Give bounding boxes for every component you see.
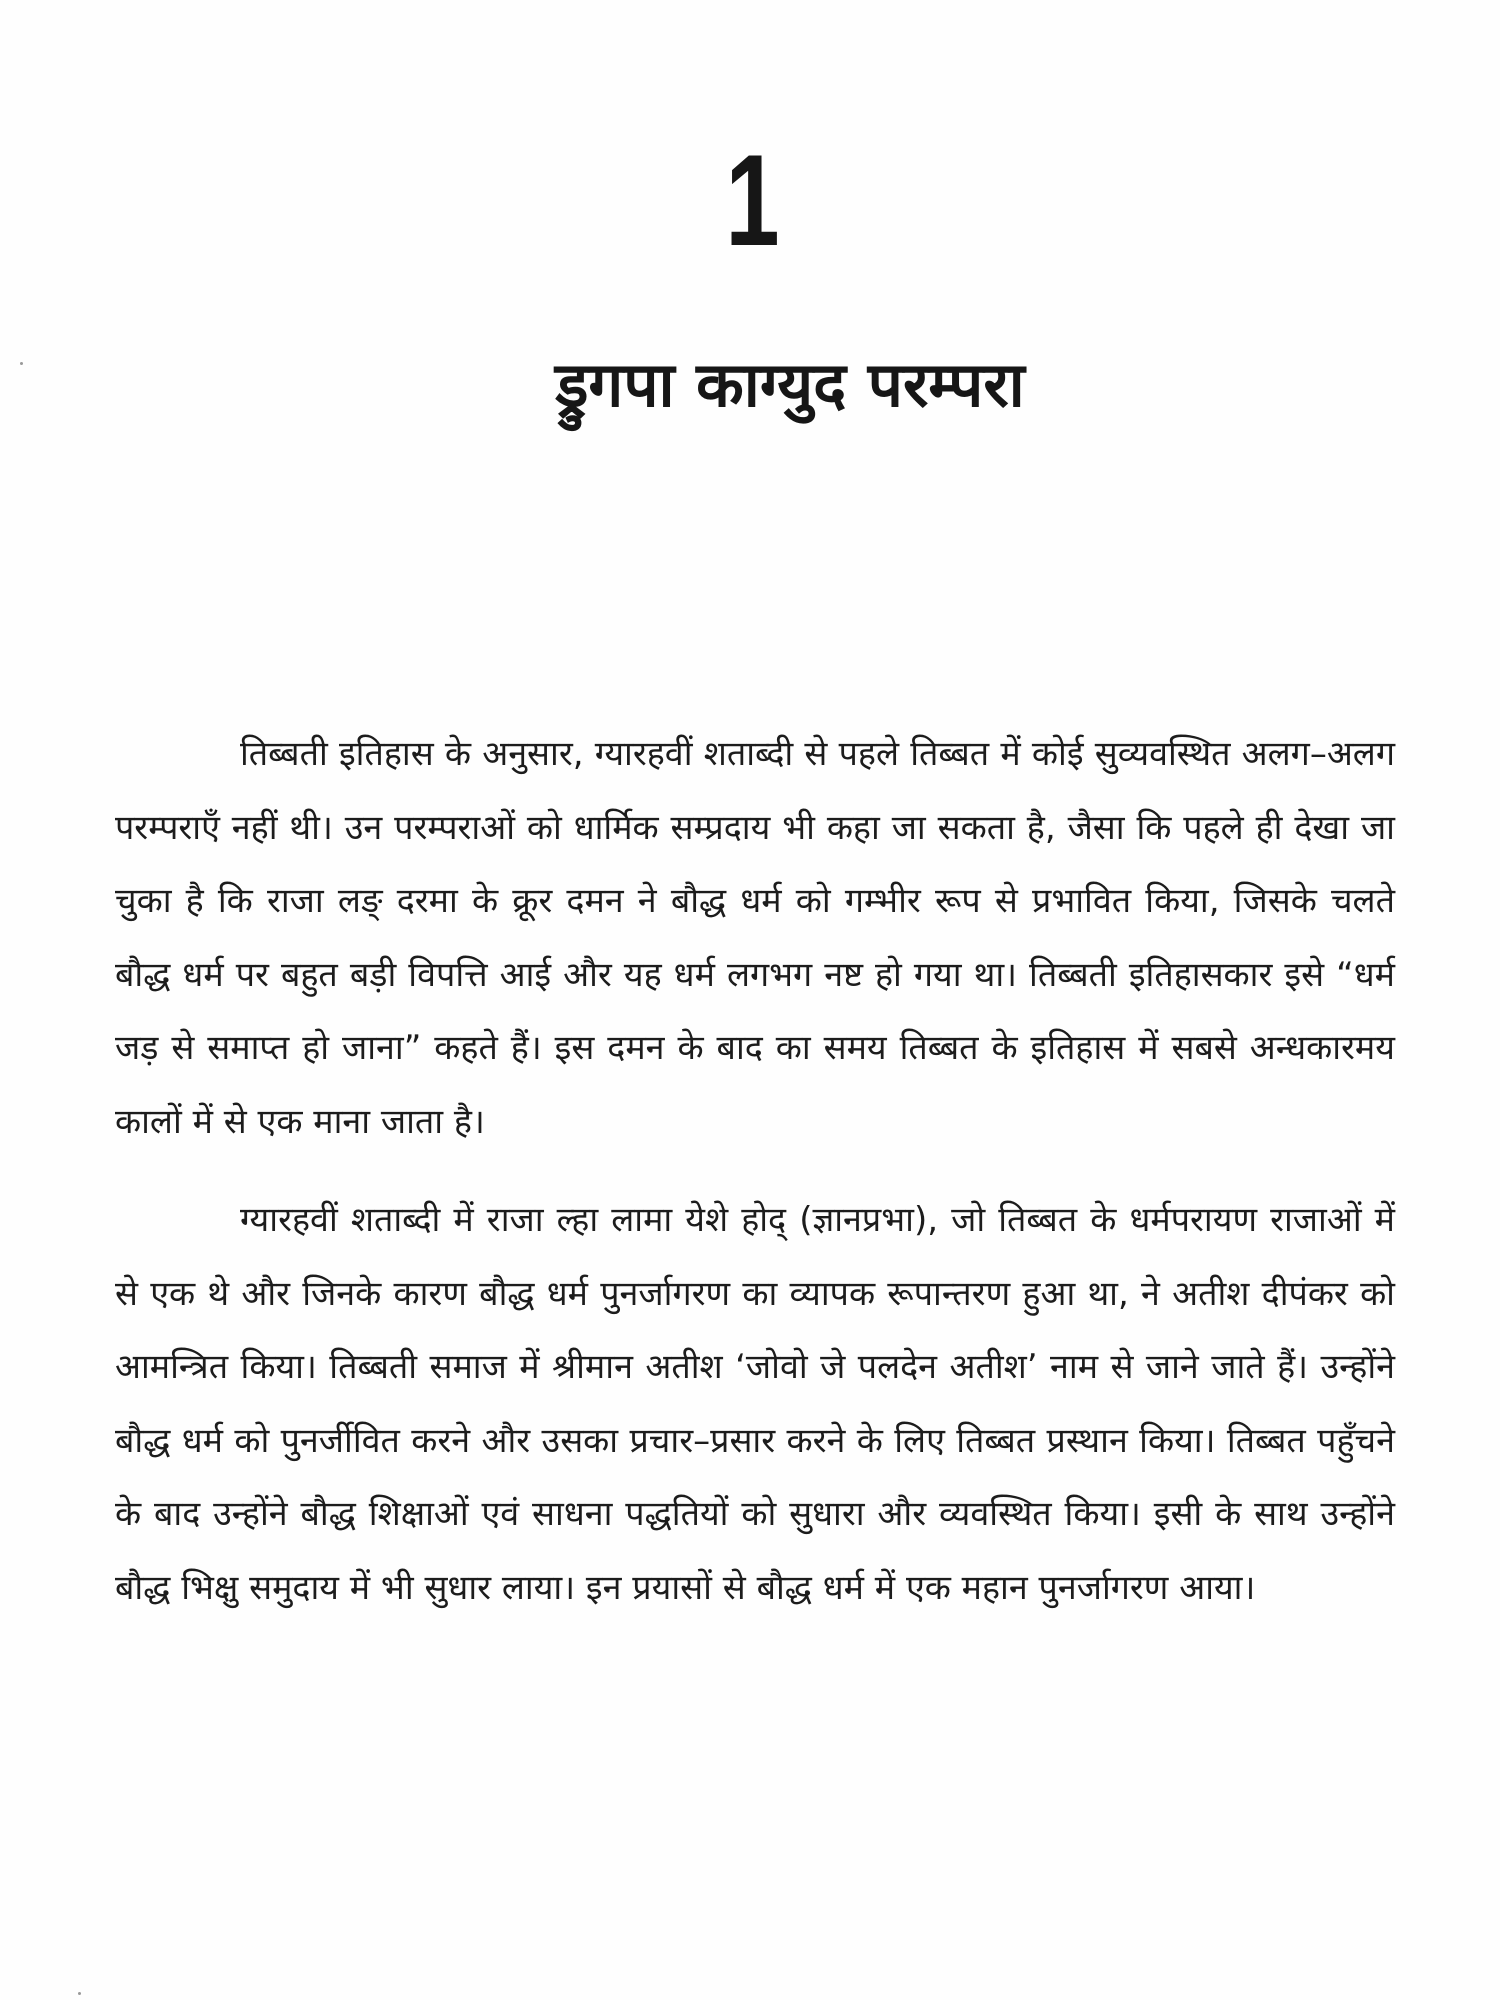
scan-speck: [78, 1992, 81, 1995]
paragraph-1: तिब्बती इतिहास के अनुसार, ग्यारहवीं शताब्दी से पहले तिब्बत में कोई सुव्यवस्थित अलग–अलग परम्पराएँ नहीं थी। उन परम्पराओं को धार्मिक सम्प्रदाय भी कहा जा सकता है, जैसा कि पहले ही देखा जा चुका है कि राजा लङ् दरमा के क्रूर दमन ने बौद्ध धर्म को गम्भीर रूप से प्रभावित किया, जिसके चलते बौद्ध धर्म पर बहुत बड़ी विपत्ति आई और यह धर्म लगभग नष्ट हो गया था। तिब्बती इतिहासकार इसे “धर्म जड़ से समाप्त हो जाना” कहते हैं। इस दमन के बाद का समय तिब्बत के इतिहास में सबसे अन्धकारमय कालों में से एक माना जाता है।: [115, 734, 1395, 1142]
chapter-body: [115, 718, 1395, 1650]
paragraph-2: ग्यारहवीं शताब्दी में राजा ल्हा लामा येशे होद् (ज्ञानप्रभा), जो तिब्बत के धर्मपरायण राजाओं में से एक थे और जिनके कारण बौद्ध धर्म पुनर्जागरण का व्यापक रूपान्तरण हुआ था, ने अतीश दीपंकर को आमन्त्रित किया। तिब्बती समाज में श्रीमान अतीश ‘जोवो जे पलदेन अतीश’ नाम से जाने जाते हैं। उन्होंने बौद्ध धर्म को पुनर्जीवित करने और उसका प्रचार–प्रसार करने के लिए तिब्बत प्रस्थान किया। तिब्बत पहुँचने के बाद उन्होंने बौद्ध शिक्षाओं एवं साधना पद्धतियों को सुधारा और व्यवस्थित किया। इसी के साथ उन्होंने बौद्ध भिक्षु समुदाय में भी सुधार लाया। इन प्रयासों से बौद्ध धर्म में एक महान पुनर्जागरण आया।: [115, 1200, 1395, 1608]
chapter-title: ड्रुगपा काग्युद परम्परा: [555, 348, 1025, 421]
scan-speck: [20, 362, 23, 365]
chapter-number: 1: [725, 127, 780, 273]
